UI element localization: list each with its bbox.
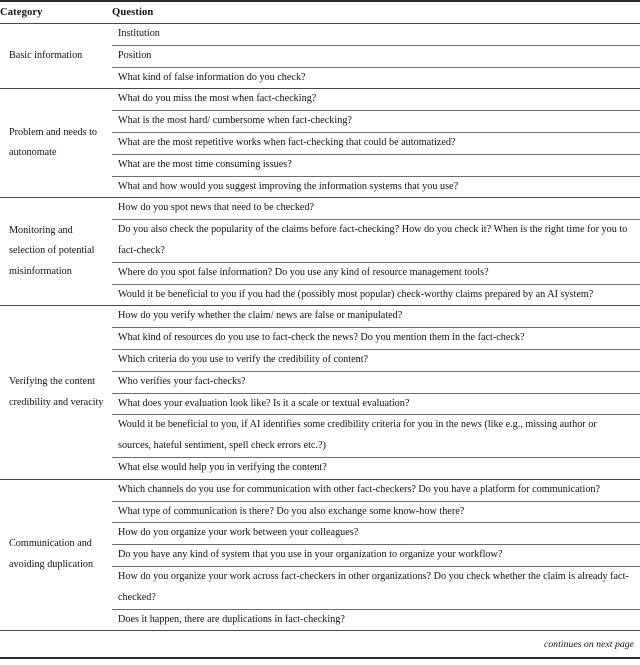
question-text: Which channels do you use for communication with other fact-checkers? Do you have a platform for communication? — [118, 483, 601, 495]
table-header — [0, 1, 640, 24]
question-cell — [112, 479, 640, 501]
question-text: Who verifies your fact-checks? — [118, 375, 246, 387]
question-cell — [112, 566, 640, 609]
table-row — [0, 306, 640, 328]
question-cell — [112, 457, 640, 479]
table-row — [0, 24, 640, 46]
question-cell — [112, 24, 640, 46]
question-text: How do you organize your work between your colleagues? — [118, 527, 359, 539]
table-row — [0, 89, 640, 111]
table-footer-row — [0, 631, 640, 658]
question-text: What are the most repetitive works when fact-checking that could be automatized? — [118, 136, 456, 148]
question-text: Do you also check the popularity of the claims before fact-checking? How do you check it? When is the right time for you to fact-check? — [118, 224, 628, 256]
question-cell — [112, 45, 640, 67]
question-text: How do you spot news that need to be checked? — [118, 202, 315, 214]
question-text: What is the most hard/ cumbersome when fact-checking? — [118, 115, 352, 127]
category-cell: Problem and needs to autonomate — [0, 89, 112, 198]
question-text: What else would help you in verifying the content? — [118, 461, 327, 473]
continues-note: continues on next page — [0, 631, 640, 658]
question-cell — [112, 393, 640, 415]
question-cell — [112, 349, 640, 371]
column-header-question: Question — [112, 1, 640, 24]
table-footer — [0, 631, 640, 659]
table-header-row — [0, 1, 640, 24]
table-row — [0, 479, 640, 501]
category-cell: Monitoring and selection of potential misinformation — [0, 198, 112, 306]
question-text: What type of communication is there? Do you also exchange some know-how there? — [118, 505, 465, 517]
question-text: Institution — [118, 28, 160, 39]
question-text: Would it be beneficial to you if you had the (possibly most popular) check-worthy claims prepared by an AI system? — [118, 288, 594, 300]
question-cell — [112, 89, 640, 111]
table-body — [0, 24, 640, 631]
question-cell — [112, 328, 640, 350]
question-text: Which criteria do you use to verify the credibility of content? — [118, 353, 369, 365]
question-text: How do you verify whether the claim/ news are false or manipulated? — [118, 310, 403, 322]
question-text: What does your evaluation look like? Is it a scale or textual evaluation? — [118, 397, 410, 409]
question-cell — [112, 198, 640, 220]
table-row — [0, 198, 640, 220]
question-text: What do you miss the most when fact-checking? — [118, 93, 317, 105]
question-cell — [112, 306, 640, 328]
question-cell — [112, 415, 640, 458]
question-cell — [112, 67, 640, 89]
question-cell — [112, 501, 640, 523]
question-cell — [112, 111, 640, 133]
question-text: Does it happen, there are duplications in fact-checking? — [118, 613, 345, 625]
question-cell — [112, 154, 640, 176]
question-text: Position — [118, 49, 152, 61]
question-cell — [112, 609, 640, 631]
question-text: Do you have any kind of system that you use in your organization to organize your workflow? — [118, 549, 503, 561]
question-text: What and how would you suggest improving the information systems that you use? — [118, 180, 459, 192]
column-header-category: Category — [0, 1, 112, 24]
category-cell: Communication and avoiding duplication — [0, 479, 112, 631]
question-text: What kind of resources do you use to fact-check the news? Do you mention them in the fact-check? — [118, 332, 525, 344]
question-cell — [112, 284, 640, 306]
question-text: How do you organize your work across fact-checkers in other organizations? Do you check whether the claim is already fact-checked? — [118, 570, 629, 603]
question-cell — [112, 176, 640, 198]
question-cell — [112, 523, 640, 545]
question-text: What kind of false information do you check? — [118, 71, 306, 83]
question-text: What are the most time consuming issues? — [118, 158, 292, 170]
question-cell — [112, 262, 640, 284]
question-text: Where do you spot false information? Do you use any kind of resource management tools? — [118, 266, 489, 278]
question-cell — [112, 371, 640, 393]
category-cell: Verifying the content credibility and veracity — [0, 306, 112, 479]
question-text: Would it be beneficial to you, if AI identifies some credibility criteria for you in the news (like e.g., missing author or sources, hateful sentiment, spell check errors etc.?) — [118, 419, 597, 452]
question-cell — [112, 220, 640, 263]
question-cell — [112, 545, 640, 567]
question-cell — [112, 132, 640, 154]
category-cell: Basic information — [0, 24, 112, 89]
